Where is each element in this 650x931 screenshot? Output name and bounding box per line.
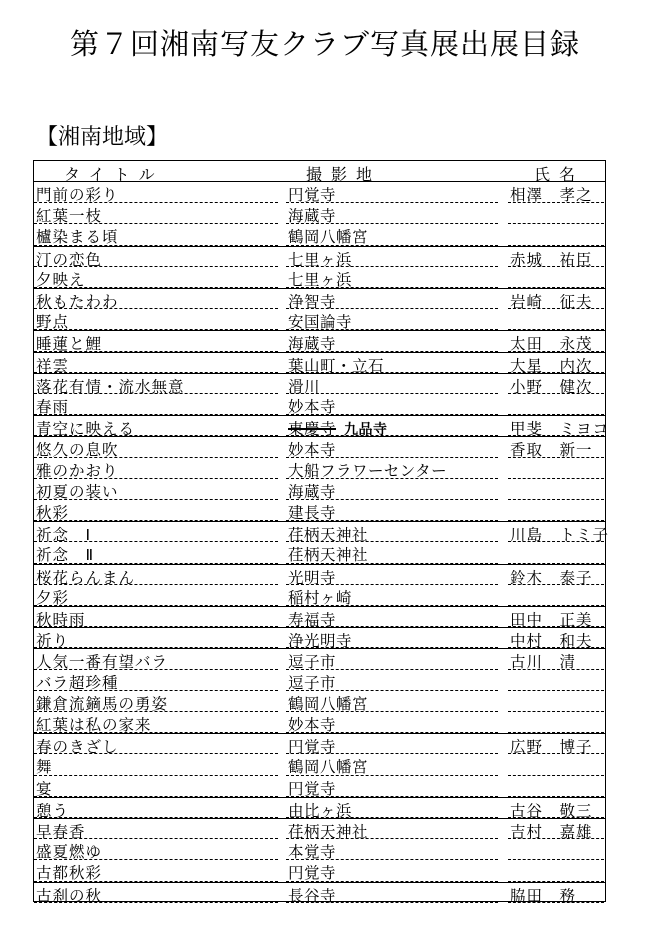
row-title: 祈り <box>36 632 70 651</box>
row-location: 逗子市 <box>288 673 337 692</box>
table-row <box>34 500 605 521</box>
row-title: 古刹の秋 <box>36 886 103 905</box>
row-rule <box>508 902 604 903</box>
page-title: 第７回湘南写友クラブ写真展出展目録 <box>69 27 580 61</box>
table-row <box>34 564 605 585</box>
row-location: 荏柄天神社 <box>288 823 369 841</box>
row-name: 田中 正美 <box>510 611 593 629</box>
row-rule <box>286 902 498 903</box>
table-row <box>34 246 605 267</box>
table-row <box>34 203 605 224</box>
table-row <box>34 648 605 672</box>
row-location: 荏柄天神社 <box>288 546 369 565</box>
row-title: 雅のかおり <box>36 461 119 480</box>
row-title: 早春香 <box>36 823 86 841</box>
row-title: 春のきざし <box>36 738 119 757</box>
row-location: 逗子市 <box>288 653 337 672</box>
row-name: 岩崎 征夫 <box>510 293 593 311</box>
row-location: 光明寺 <box>288 568 337 587</box>
row-title: 古都秋彩 <box>36 864 103 883</box>
row-location: 鶴岡八幡宮 <box>288 228 369 247</box>
row-location: 円覚寺 <box>288 779 337 798</box>
table-row <box>34 458 605 479</box>
row-title: 夕映え <box>36 270 86 289</box>
row-name: 相澤 孝之 <box>510 186 593 204</box>
row-location: 本覚寺 <box>288 843 337 862</box>
table-row <box>34 352 605 373</box>
row-location: 妙本寺 <box>288 441 337 460</box>
header-location: 撮影地 <box>306 165 382 184</box>
row-title: 汀の恋色 <box>36 250 103 269</box>
row-title: 祈念 Ⅰ <box>36 526 92 545</box>
table-row <box>34 882 605 903</box>
row-title: 悠久の息吹 <box>36 441 119 460</box>
table-row <box>34 733 605 757</box>
row-location: 円覚寺 <box>288 738 337 757</box>
table-row <box>34 182 605 203</box>
row-title: 紅葉は私の家来 <box>36 716 152 734</box>
table-row <box>34 309 605 330</box>
row-name: 太田 永茂 <box>510 335 593 354</box>
section-heading: 【湘南地域】 <box>36 125 169 150</box>
row-title: 秋彩 <box>36 504 70 522</box>
row-name: 川島 トミ子 <box>510 526 610 545</box>
table-row <box>34 754 605 775</box>
table-row <box>34 267 605 288</box>
row-location: 円覚寺 <box>288 186 337 204</box>
row-location: 妙本寺 <box>288 398 337 416</box>
row-title: 鎌倉流鏑馬の勇姿 <box>36 694 169 713</box>
row-location: 稲村ヶ崎 <box>288 588 353 607</box>
row-location-struck: 東慶寺 <box>288 420 337 439</box>
row-name: 吉村 嘉雄 <box>510 823 593 841</box>
row-location: 大船フラワーセンター <box>288 461 448 480</box>
row-title: 門前の彩り <box>36 186 119 204</box>
table-row <box>34 627 605 651</box>
row-title: 祈念 Ⅱ <box>36 546 95 565</box>
table-header <box>34 161 605 182</box>
table-row <box>34 330 605 354</box>
row-location: 荏柄天神社 <box>288 526 369 545</box>
row-title: 紅葉一枝 <box>36 207 103 226</box>
table-row <box>34 479 605 500</box>
table-row <box>34 415 610 439</box>
table-row <box>34 436 605 460</box>
row-location: 円覚寺 <box>288 864 337 883</box>
row-name: 赤城 祐臣 <box>510 250 593 269</box>
row-location: 七里ヶ浜 <box>288 250 353 269</box>
row-name: 古谷 敬三 <box>510 801 593 820</box>
table-row <box>34 797 605 818</box>
table-row <box>34 373 605 394</box>
row-name: 鈴木 泰子 <box>510 568 593 587</box>
row-title: 人気一番有望バラ <box>36 653 169 672</box>
table-row <box>34 818 605 839</box>
row-title: 宴 <box>36 779 53 798</box>
header-title: タイトル <box>64 165 164 184</box>
row-name: 大星 内次 <box>510 356 593 375</box>
table-row <box>34 606 605 627</box>
table-row <box>34 691 605 712</box>
row-location: 海蔵寺 <box>288 335 337 354</box>
row-title: 睡蓮と鯉 <box>36 335 103 354</box>
row-location: 七里ヶ浜 <box>288 270 353 289</box>
row-title: 夕彩 <box>36 588 70 607</box>
row-location: 鶴岡八幡宮 <box>288 694 369 713</box>
table-row <box>34 288 605 309</box>
row-title: 祥雲 <box>36 356 70 375</box>
row-name: 甲斐 ミヨコ <box>510 420 610 439</box>
row-location: 海蔵寺 <box>288 207 337 226</box>
row-rule <box>34 902 278 903</box>
table-row <box>34 670 605 691</box>
row-title: 初夏の装い <box>36 482 119 501</box>
table-row <box>34 712 605 733</box>
row-title: 秋もたわわ <box>36 293 119 311</box>
row-name: 広野 博子 <box>510 738 593 757</box>
row-location: 寿福寺 <box>288 611 337 629</box>
row-title: 舞 <box>36 758 53 777</box>
table-row <box>34 521 610 545</box>
row-title: 櫨染まる頃 <box>36 228 119 247</box>
row-name: 中村 和夫 <box>510 632 593 651</box>
row-name: 小野 健次 <box>510 377 593 396</box>
row-location: 由比ヶ浜 <box>288 801 353 820</box>
header-name: 氏名 <box>534 165 585 184</box>
table-row <box>34 394 605 415</box>
row-title: 青空に映える <box>36 420 136 439</box>
row-title: 落花有情・流水無意 <box>36 377 185 396</box>
table-row <box>34 776 605 797</box>
row-location: 滑川 <box>288 377 321 396</box>
table-row <box>34 585 605 606</box>
row-location-correction: 九品寺 <box>344 422 388 439</box>
row-title: 憩う <box>36 801 70 820</box>
row-location: 建長寺 <box>288 504 337 522</box>
row-location: 浄光明寺 <box>288 632 353 651</box>
row-name: 古川 清 <box>510 653 577 672</box>
row-title: 春雨 <box>36 398 70 416</box>
row-title: 盛夏燃ゆ <box>36 843 103 862</box>
row-location: 長谷寺 <box>288 886 337 905</box>
table-row <box>34 542 605 563</box>
row-title: 秋時雨 <box>36 611 86 629</box>
table-row <box>34 224 605 245</box>
row-title: 野点 <box>36 313 70 332</box>
row-location: 妙本寺 <box>288 716 337 734</box>
row-location: 葉山町・立石 <box>288 356 385 375</box>
exhibit-table <box>33 160 610 905</box>
row-title: 桜花らんまん <box>36 568 136 587</box>
row-title: バラ超珍種 <box>36 673 119 692</box>
row-name: 脇田 務 <box>510 886 577 905</box>
row-location: 安国論寺 <box>288 313 353 332</box>
table-row <box>34 839 605 860</box>
row-location: 浄智寺 <box>288 293 337 311</box>
row-location: 鶴岡八幡宮 <box>288 758 369 777</box>
table-row <box>34 860 605 881</box>
row-name: 香取 新一 <box>510 441 593 460</box>
row-location: 海蔵寺 <box>288 482 337 501</box>
